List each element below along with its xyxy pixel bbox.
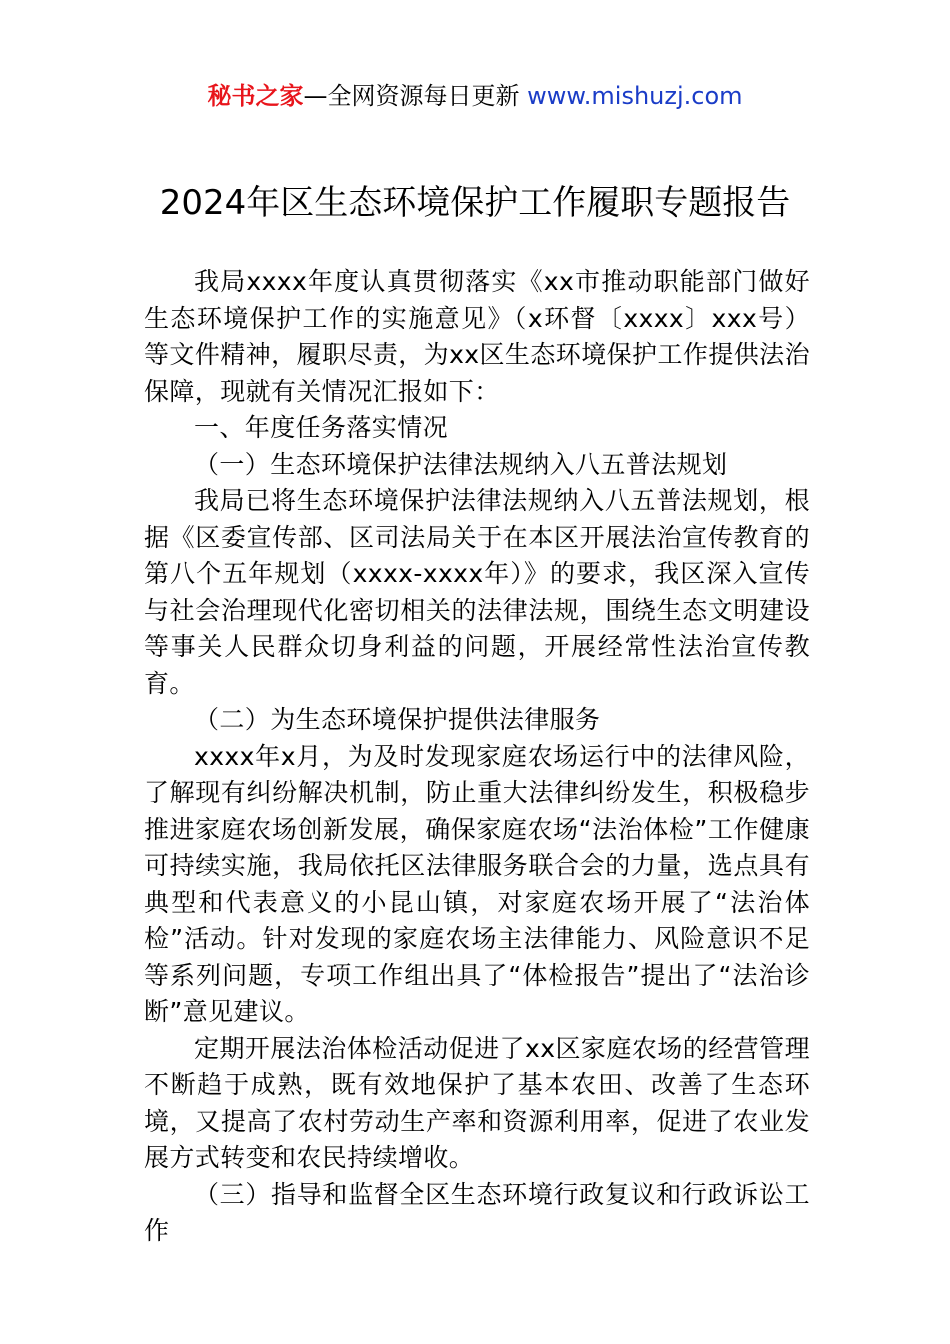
paragraph-body: 我局已将生态环境保护法律法规纳入八五普法规划，根据《区委宣传部、区司法局关于在本区开展法治宣传教育的第八个五年规划（xxxx-xxxx年）》的要求，我区深入宣传与社会治理现代化密切相关的法律法规，围绕生态文明建设等事关人民群众切身利益的问题，开展经常性法治宣传教育。 bbox=[144, 486, 810, 698]
document-body bbox=[144, 264, 810, 1250]
heading-subsection-2: （二）为生态环境保护提供法律服务 bbox=[194, 705, 601, 734]
paragraph-intro: 我局xxxx年度认真贯彻落实《xx市推动职能部门做好生态环境保护工作的实施意见》（x环督〔xxxx〕xxx号）等文件精神，履职尽责，为xx区生态环境保护工作提供法治保障，现就有关情况汇报如下： bbox=[144, 267, 810, 406]
site-slogan: —全网资源每日更新 bbox=[303, 82, 528, 110]
site-header bbox=[0, 78, 950, 114]
heading-subsection-3: （三）指导和监督全区生态环境行政复议和行政诉讼工作 bbox=[144, 1179, 810, 1245]
paragraph-body: 定期开展法治体检活动促进了xx区家庭农场的经营管理不断趋于成熟，既有效地保护了基本农田、改善了生态环境，又提高了农村劳动生产率和资源利用率，促进了农业发展方式转变和农民持续增收。 bbox=[144, 1033, 810, 1172]
heading-section-1: 一、年度任务落实情况 bbox=[194, 413, 449, 442]
document-title: 2024年区生态环境保护工作履职专题报告 bbox=[159, 183, 791, 223]
paragraph-body: xxxx年x月，为及时发现家庭农场运行中的法律风险，了解现有纠纷解决机制，防止重大法律纠纷发生，积极稳步推进家庭农场创新发展，确保家庭农场“法治体检”工作健康可持续实施，我局依托区法律服务联合会的力量，选点具有典型和代表意义的小昆山镇，对家庭农场开展了“法治体检”活动。针对发现的家庭农场主法律能力、风险意识不足等系列问题，专项工作组出具了“体检报告”提出了“法治诊断”意见建议。 bbox=[144, 741, 810, 1026]
brand-name: 秘书之家 bbox=[207, 82, 304, 110]
heading-subsection-1: （一）生态环境保护法律法规纳入八五普法规划 bbox=[194, 449, 728, 479]
site-url-link[interactable]: www.mishuzj.com bbox=[527, 82, 743, 110]
